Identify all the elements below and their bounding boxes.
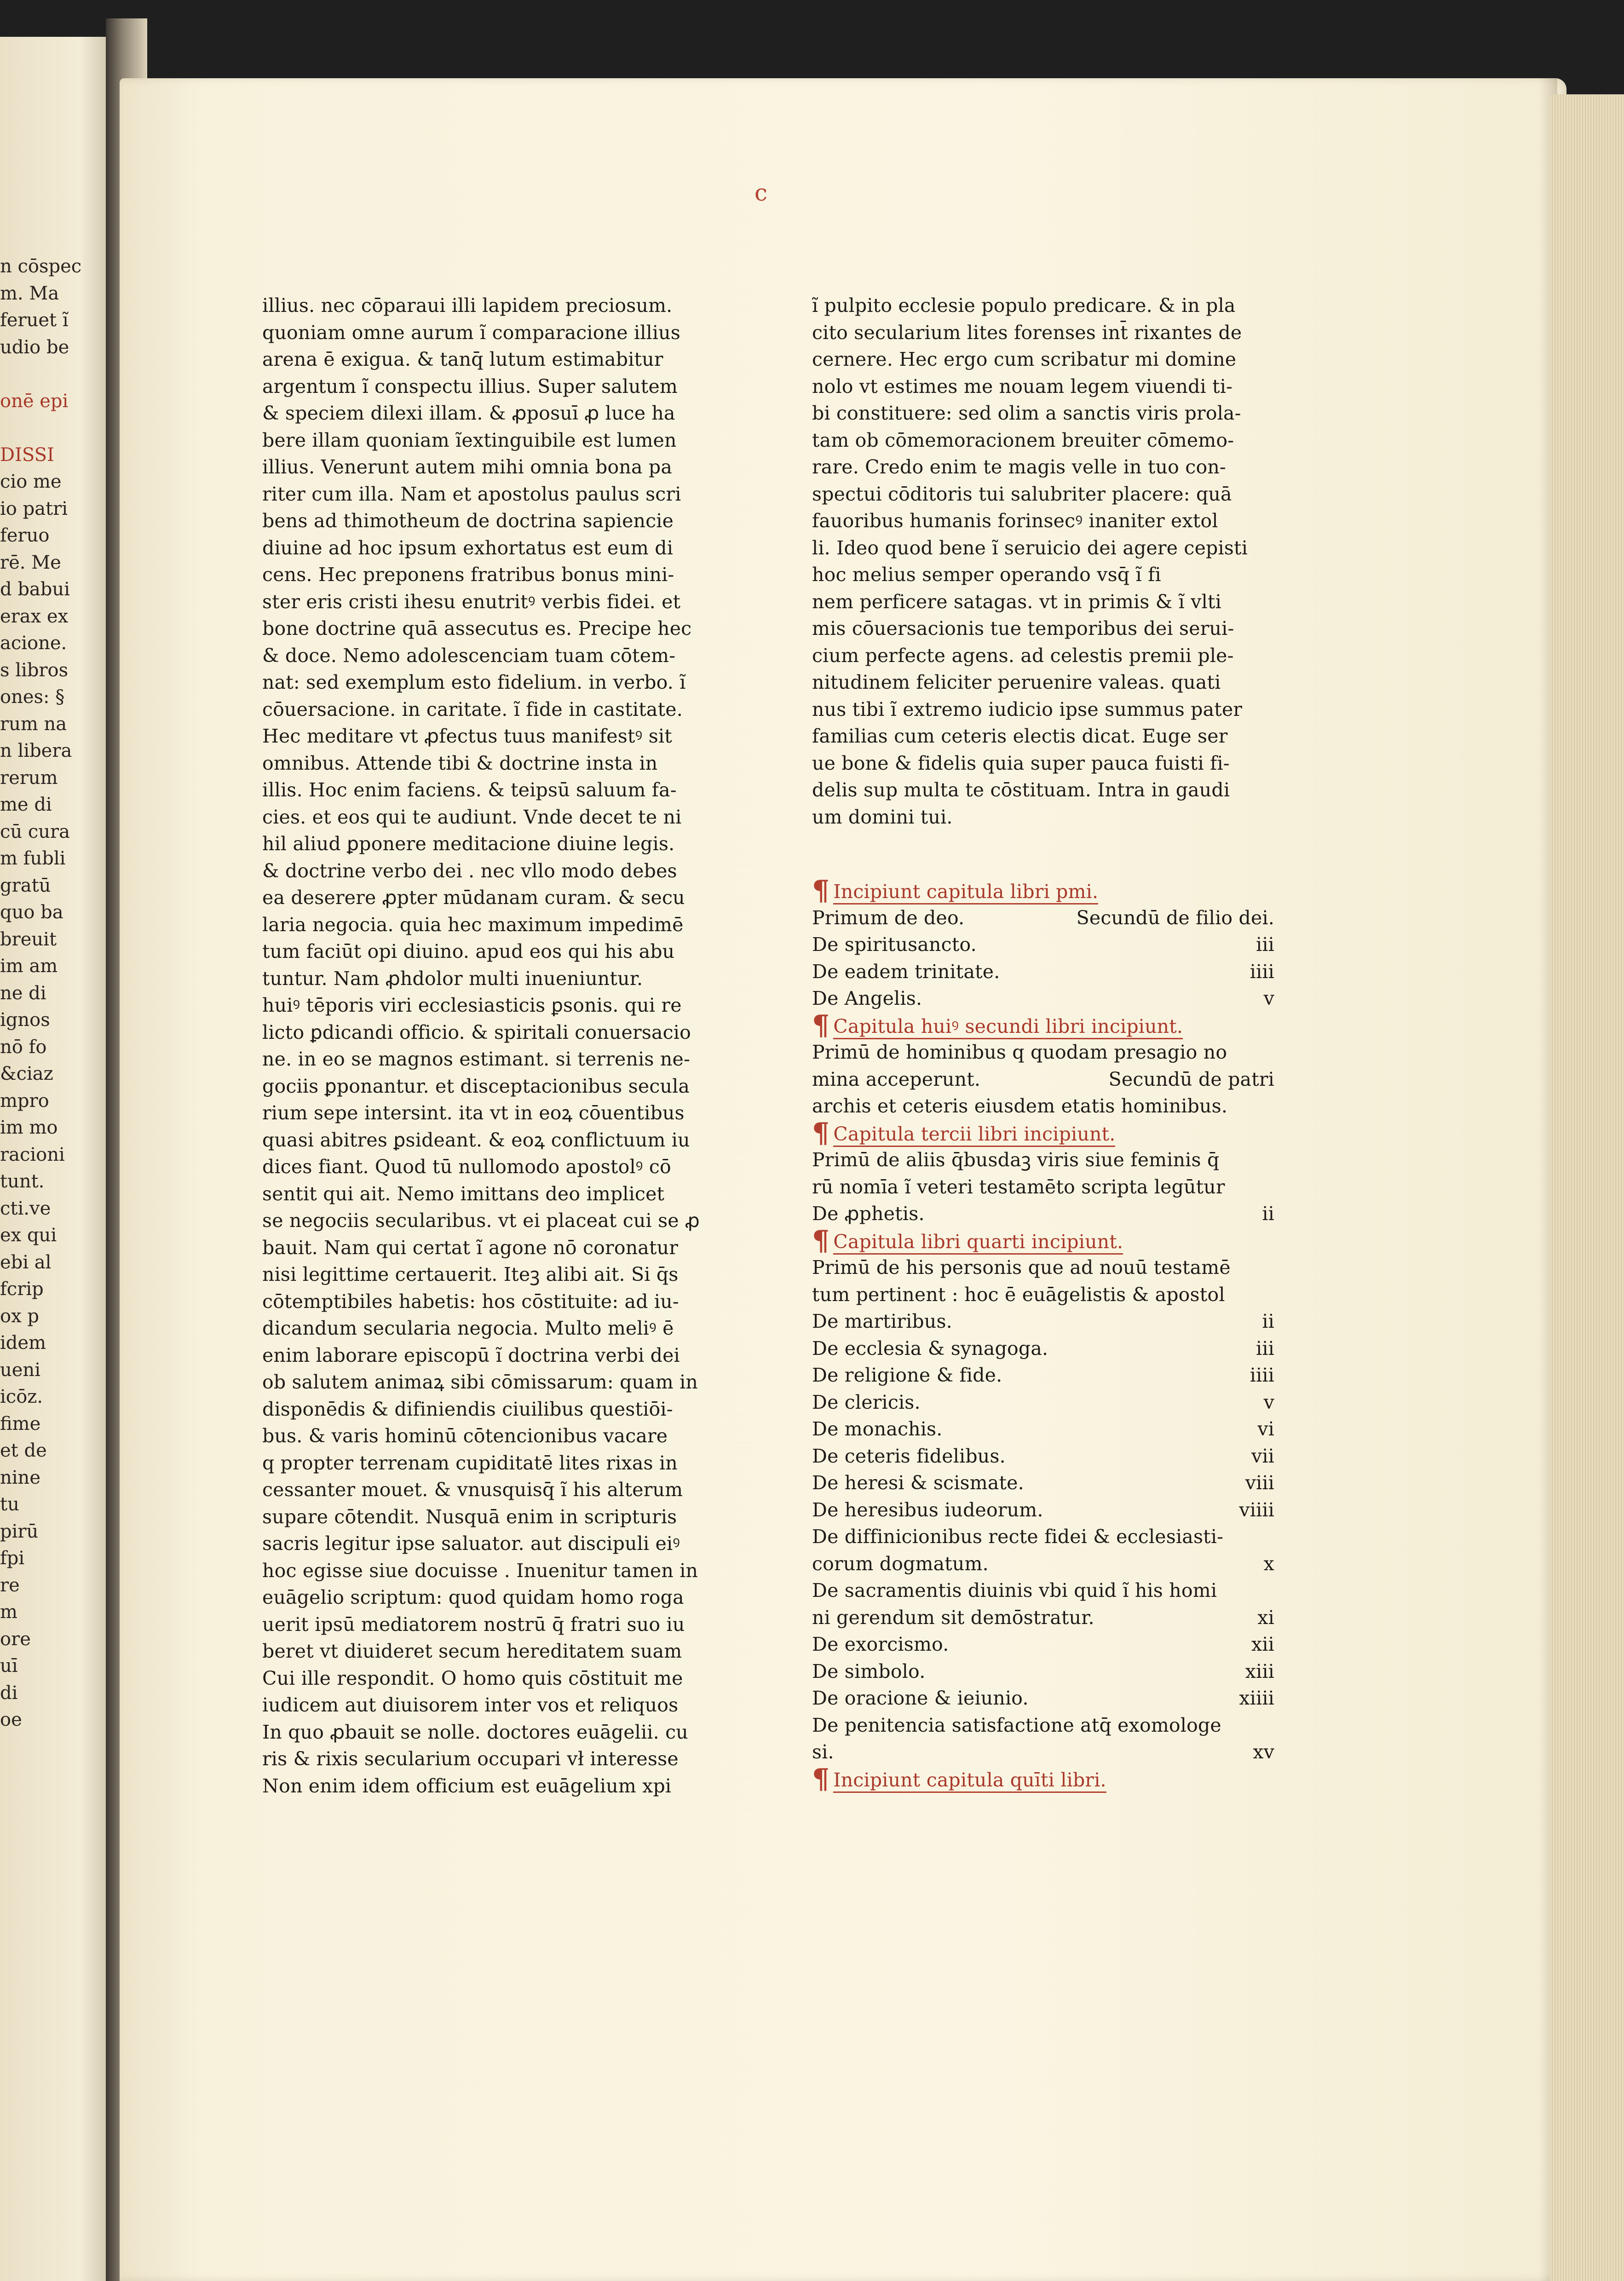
text-line: ue bone & fidelis quia super pauca fuisti fi- [812,752,1230,774]
text-line: ob salutem animaꝝ sibi cōmissarum: quam in [262,1371,698,1393]
chapter-list-item [812,1497,1274,1524]
margin-fragment: m fubli [0,848,66,869]
chapter-list-item [812,1469,1274,1497]
margin-fragment: erax ex [0,605,69,627]
chapter-list-item [812,1039,1274,1066]
signature-mark: c [754,179,768,206]
chapter-list-item [812,1658,1274,1685]
chapter-title: De martiribus. [812,1310,952,1332]
margin-fragment: n libera [0,740,72,761]
chapter-title: De exorcismo. [812,1633,949,1655]
margin-fragment: cti.ve [0,1198,51,1219]
text-line: Hec meditare vt ꝓfectus tuus manifestꝰ sit [262,725,672,747]
chapter-heading-text: Capitula libri quarti incipiunt. [833,1230,1123,1255]
text-line: q propter terrenam cupiditatē lites rixas in [262,1452,678,1474]
text-line: cies. et eos qui te audiunt. Vnde decet te ni [262,806,682,828]
chapter-title: De clericis. [812,1391,921,1413]
margin-fragment: mpro [0,1090,49,1112]
left-text-column [262,292,725,1799]
text-line: cernere. Hec ergo cum scribatur mi domine [812,348,1237,370]
text-line: diuine ad hoc ipsum exhortatus est eum di [262,536,674,559]
chapter-title: tum pertinent : hoc ē euāgelistis & apostol [812,1283,1225,1306]
chapter-list-item [812,1443,1274,1470]
text-line: ris & rixis secularium occupari vł interesse [262,1748,679,1770]
text-line: In quo ꝓbauit se nolle. doctores euāgelii. cu [262,1721,688,1743]
text-line: um domini tui. [812,806,953,828]
chapter-number: v [1263,1391,1274,1413]
text-line: bauit. Nam qui certat ĩ agone nō coronatur [262,1236,679,1259]
chapter-list-heading [812,1224,1274,1257]
right-text-column [812,292,1274,830]
text-line: bere illam quoniam ĩextinguibile est lumen [262,429,677,451]
chapter-title: De eadem trinitate. [812,960,1000,983]
pilcrow-icon: ¶ [812,1009,830,1042]
margin-fragment: rerum [0,767,58,789]
text-line: sacris legitur ipse saluator. aut discipuli eiꝰ [262,1532,680,1555]
margin-fragment: idem [0,1332,46,1354]
margin-fragment: breuit [0,928,57,950]
margin-fragment: s libros [0,659,69,681]
chapter-heading-text: Incipiunt capitula quīti libri. [833,1768,1106,1793]
chapter-number: iii [1256,1337,1274,1359]
chapter-number: viii [1245,1472,1274,1494]
text-line: bus. & varis hominū cōtencionibus vacare [262,1425,668,1447]
text-line: nem perficere satagas. vt in primis & ĩ vlti [812,590,1221,613]
margin-fragment [0,361,69,388]
margin-fragment: ones: § [0,686,65,708]
text-line: tum faciūt opi diuino. apud eos qui his abu [262,940,675,962]
text-line: & doctrine verbo dei . nec vllo modo debes [262,859,677,882]
chapter-title: mina acceperunt. [812,1068,981,1090]
chapter-number: xiiii [1239,1687,1274,1709]
chapter-title: Primū de aliis q̄busdaꝫ viris siue feminis q̄ [812,1149,1220,1171]
chapter-title: De sacramentis diuinis vbi quid ĩ his homi [812,1579,1217,1601]
text-line: familias cum ceteris electis dicat. Euge ser [812,725,1228,747]
margin-fragment: fpi [0,1548,25,1569]
chapter-list-item [812,1200,1274,1227]
text-line: delis sup multa te cōstituam. Intra in gaudi [812,779,1230,801]
chapter-list-item [812,904,1274,932]
chapter-number: xiii [1245,1660,1274,1682]
text-line: Non enim idem officium est euāgelium xpi [262,1774,672,1797]
chapter-title: De ceteris fidelibus. [812,1445,1006,1467]
margin-fragment: tunt. [0,1171,45,1192]
text-line: quoniam omne aurum ĩ comparacione illius [262,321,680,344]
chapter-number: xv [1253,1741,1274,1763]
chapter-list-heading [812,1117,1274,1149]
margin-fragment: fime [0,1413,41,1434]
chapter-list-item [812,1362,1274,1389]
margin-fragment: racioni [0,1144,65,1165]
text-line: cium perfecte agens. ad celestis premii ple- [812,644,1234,667]
margin-fragment [0,415,69,442]
text-line: & speciem dilexi illam. & ꝓposuī ꝓ luce ha [262,402,675,424]
chapter-title: rū nomīa ĩ veteri testamēto scripta legūtur [812,1175,1225,1198]
margin-fragment: di [0,1682,18,1704]
chapter-number: x [1263,1552,1274,1575]
chapter-number: v [1263,987,1274,1009]
text-line: se negociis secularibus. vt ei placeat cui se ꝓ [262,1210,700,1232]
margin-fragment: quo ba [0,902,63,923]
margin-fragment: feruet ĩ [0,310,69,331]
text-line: dices fiant. Quod tū nullomodo apostolꝰ cō [262,1156,671,1178]
text-line: illius. Venerunt autem mihi omnia bona pa [262,456,672,478]
chapter-list-item [812,1389,1274,1416]
text-line: & doce. Nemo adolescenciam tuam cōtem- [262,644,676,667]
margin-fragment: ex qui [0,1225,57,1246]
text-line: ne. in eo se magnos estimant. si terrenis ne- [262,1048,690,1070]
chapter-title: De religione & fide. [812,1364,1002,1386]
text-line: gociis ꝑponantur. et disceptacionibus secula [262,1075,690,1097]
chapter-title: De heresibus iudeorum. [812,1498,1043,1521]
chapter-title: De ecclesia & synagoga. [812,1337,1048,1359]
chapter-list-item [812,1739,1274,1766]
chapter-number: viiii [1239,1498,1274,1521]
chapter-title: Primū de his personis que ad nouū testamē [812,1256,1231,1279]
text-line: nitudinem feliciter peruenire valeas. quati [812,671,1221,693]
chapter-title: De diffinicionibus recte fidei & ecclesiasti- [812,1526,1224,1548]
text-line: hil aliud ꝑponere meditacione diuine legis. [262,833,675,855]
margin-fragment: io patri [0,498,68,519]
chapter-number: iiii [1250,1364,1274,1386]
text-line: arena ē exigua. & tanq̄ lutum estimabitur [262,348,663,370]
margin-fragment: im am [0,956,58,977]
chapter-heading-text: Capitula huiꝰ secundi libri incipiunt. [833,1015,1183,1039]
chapter-title: De monachis. [812,1418,943,1440]
chapter-list-item [812,1093,1274,1120]
text-line: cens. Hec preponens fratribus bonus mini- [262,564,674,586]
text-line: dicandum secularia negocia. Multo meliꝰ ē [262,1317,674,1339]
margin-fragment: tu [0,1494,19,1515]
chapter-number: iii [1256,933,1274,956]
text-line: bens ad thimotheum de doctrina sapiencie [262,510,674,532]
text-line: sentit qui ait. Nemo imittans deo implicet [262,1182,665,1205]
margin-fragment: uī [0,1655,18,1676]
text-line: hoc egisse siue docuisse . Inuenitur tamen in [262,1559,698,1582]
text-line: licto ꝑdicandi officio. & spiritali conuersacio [262,1021,691,1043]
text-line: illius. nec cōparaui illi lapidem preciosum. [262,294,673,317]
margin-fragment: udio be [0,336,69,358]
chapter-list-item [812,1254,1274,1281]
chapter-list-item [812,1281,1274,1308]
text-line: tuntur. Nam ꝓhdolor multi inueniuntur. [262,967,643,990]
text-line: bi constituere: sed olim a sanctis viris prola- [812,402,1241,424]
text-line: riter cum illa. Nam et apostolus paulus scri [262,483,681,505]
margin-fragment: acione. [0,633,67,654]
margin-fragment: et de [0,1440,47,1461]
margin-fragment: gratū [0,875,51,896]
chapter-title: De heresi & scismate. [812,1472,1024,1494]
chapter-list-heading [812,1763,1274,1795]
margin-fragment: me di [0,794,52,815]
margin-fragment: n cōspec [0,256,82,277]
text-line: illis. Hoc enim faciens. & teipsū saluum fa- [262,779,677,801]
text-line: beret vt diuideret secum hereditatem suam [262,1640,682,1662]
margin-fragment: ox p [0,1305,39,1327]
chapter-list-item [812,1685,1274,1712]
text-line: mis cōuersacionis tue temporibus dei serui- [812,617,1234,639]
text-line: cessanter mouet. & vnusquisq̄ ĩ his alterum [262,1479,683,1501]
chapter-list-item [812,1335,1274,1362]
text-line: enim laborare episcopū ĩ doctrina verbi dei [262,1344,680,1366]
pilcrow-icon: ¶ [812,875,830,907]
text-line: disponēdis & difiniendis ciuilibus questiōi- [262,1398,673,1420]
chapter-list-item [812,985,1274,1012]
chapter-list-item [812,1416,1274,1443]
chapter-list-item [812,958,1274,985]
text-line: hoc melius semper operando vsq̄ ĩ fi [812,564,1161,586]
margin-fragment: m [0,1601,17,1623]
chapter-list-item [812,1631,1274,1658]
pilcrow-icon: ¶ [812,1224,830,1257]
chapter-number: xii [1251,1633,1274,1655]
chapter-title: De Angelis. [812,987,922,1009]
chapter-number: vii [1251,1445,1274,1467]
text-line: iudicem aut diuisorem inter vos et reliquos [262,1694,679,1716]
chapter-title: archis et ceteris eiusdem etatis hominibus. [812,1095,1228,1117]
margin-fragment: feruo [0,525,50,546]
left-page-margin-text [0,253,82,1734]
margin-fragment: DISSI [0,444,54,466]
text-line: uerit ipsū mediatorem nostrū q̄ fratri suo iu [262,1613,685,1636]
chapter-number: iiii [1250,960,1274,983]
text-line: bone doctrine quā assecutus es. Precipe hec [262,617,692,639]
text-line: cōtemptibiles habetis: hos cōstituite: ad iu- [262,1290,679,1313]
chapter-title: De penitencia satisfactione atq̄ exomologe [812,1714,1221,1736]
text-line: fauoribus humanis forinsecꝰ inaniter extol [812,510,1218,532]
chapter-title: Primum de deo. [812,906,965,929]
margin-fragment: m. Ma [0,282,59,304]
chapter-list-item [812,1550,1274,1578]
margin-fragment: nine [0,1467,40,1488]
chapter-list-heading [812,875,1274,907]
chapter-number: ii [1262,1310,1274,1332]
margin-fragment: nō fo [0,1036,47,1058]
text-line: nus tibi ĩ extremo iudicio ipse summus pater [812,698,1243,720]
chapter-title: corum dogmatum. [812,1552,989,1575]
margin-fragment: ebi al [0,1251,52,1273]
pilcrow-icon: ¶ [812,1117,830,1149]
text-line: rare. Credo enim te magis velle in tuo con- [812,456,1226,478]
text-line: spectui cōditoris tui salubriter placere: quā [812,483,1232,505]
margin-fragment: im mo [0,1117,58,1138]
chapter-title: De spiritusancto. [812,933,977,956]
chapter-number: Secundū de filio dei. [1076,906,1274,929]
left-page-edge [0,37,115,2281]
text-line: supare cōtendit. Nusquā enim in scripturis [262,1505,677,1528]
chapter-title: ni gerendum sit demōstratur. [812,1606,1094,1629]
text-line: cito secularium lites forenses int̄ rixantes de [812,321,1242,344]
margin-fragment: ore [0,1628,31,1650]
chapter-title: De oracione & ieiunio. [812,1687,1029,1709]
chapter-list-item [812,1308,1274,1335]
margin-fragment: onē epi [0,390,69,412]
text-line: euāgelio scriptum: quod quidam homo roga [262,1586,684,1608]
text-line: omnibus. Attende tibi & doctrine insta in [262,752,658,774]
margin-fragment: re [0,1574,20,1596]
margin-fragment: rum na [0,713,67,735]
chapter-list-item [812,931,1274,958]
text-line: ster eris cristi ihesu enutritꝰ verbis fidei. et [262,590,681,613]
chapter-list-item [812,1523,1274,1550]
chapter-title: De ꝓphetis. [812,1203,925,1225]
chapter-title: De simbolo. [812,1660,926,1682]
margin-fragment: fcrip [0,1279,44,1300]
chapter-list-item [812,1577,1274,1604]
text-line: rium sepe intersint. ita vt in eoꝝ cōuentibus [262,1102,685,1124]
text-line: nisi legittime certauerit. Iteꝫ alibi ait. Si q̄s [262,1263,679,1285]
margin-fragment: rē. Me [0,552,61,573]
chapter-title: si. [812,1741,834,1763]
text-line: ea deserere ꝓpter mūdanam curam. & secu [262,887,685,909]
margin-fragment: &ciaz [0,1063,53,1084]
chapter-number: xi [1257,1606,1274,1629]
text-line: nat: sed exemplum esto fidelium. in verbo. ĩ [262,671,686,693]
margin-fragment: cio me [0,471,62,492]
margin-fragment: ueni [0,1359,40,1381]
text-line: ĩ pulpito ecclesie populo predicare. & in pla [812,294,1236,317]
chapter-number: Secundū de patri [1108,1068,1274,1090]
chapter-heading-text: Incipiunt capitula libri pmi. [833,880,1098,904]
margin-fragment: oe [0,1709,22,1730]
chapter-list-item [812,1146,1274,1174]
chapter-title: Primū de hominibus q quodam presagio no [812,1041,1227,1063]
text-line: Cui ille respondit. O homo quis cōstituit me [262,1667,683,1689]
margin-fragment: d babui [0,579,70,600]
chapter-list-item [812,1066,1274,1093]
margin-fragment: icōz. [0,1386,43,1407]
chapter-list-heading [812,1009,1274,1042]
text-line: cōuersacione. in caritate. ĩ fide in castitate. [262,698,683,720]
text-line: huiꝰ tēporis viri ecclesiasticis ꝑsonis. qui re [262,994,682,1016]
chapter-number: ii [1262,1203,1274,1225]
chapter-heading-text: Capitula tercii libri incipiunt. [833,1123,1115,1147]
margin-fragment: cū cura [0,821,70,842]
text-line: li. Ideo quod bene ĩ seruicio dei agere cepisti [812,536,1248,559]
text-line: quasi abitres ꝑsideant. & eoꝝ conflictuum iu [262,1129,690,1151]
text-line: argentum ĩ conspectu illius. Super salutem [262,375,678,397]
margin-fragment: ne di [0,982,46,1004]
margin-fragment: ignos [0,1009,50,1031]
text-line: laria negocia. quia hec maximum impedimē [262,913,684,936]
chapter-list-item [812,1174,1274,1201]
chapter-number: vi [1257,1418,1274,1440]
page-fore-edge [1550,94,1624,2281]
pilcrow-icon: ¶ [812,1763,830,1795]
margin-fragment: pirū [0,1521,39,1542]
text-line: nolo vt estimes me nouam legem viuendi ti- [812,375,1233,397]
chapter-list-column [812,875,1274,1795]
text-line: tam ob cōmemoracionem breuiter cōmemo- [812,429,1234,451]
chapter-list-item [812,1604,1274,1631]
chapter-list-item [812,1712,1274,1739]
